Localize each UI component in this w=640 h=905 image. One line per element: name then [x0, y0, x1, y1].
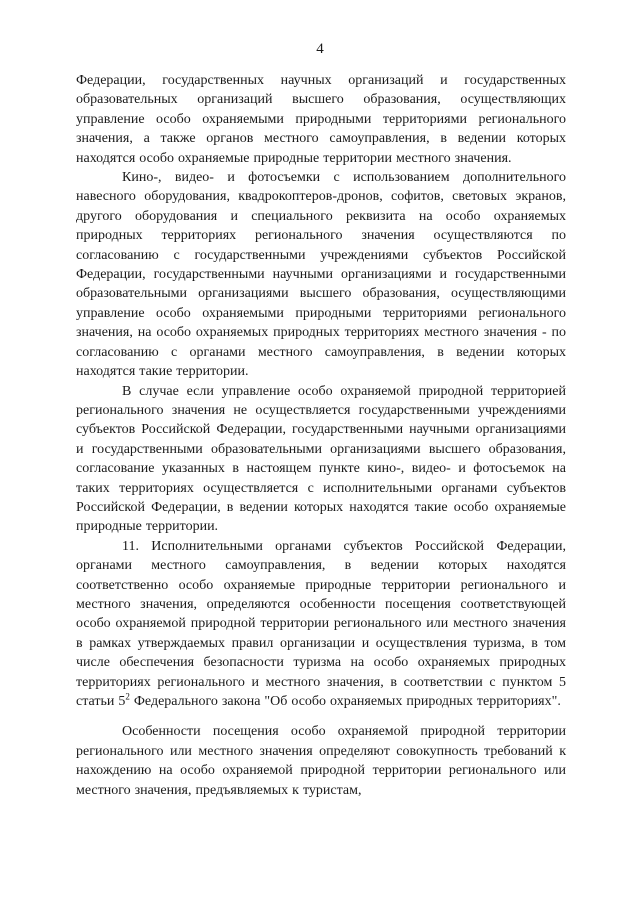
page-number: 4	[316, 41, 324, 57]
paragraph-alternative-approval: В случае если управление особо охраняемой природной территорией регионального значения не осуществляется государственными учреждениями субъектов Российской Федерации, государственными научными организациями и государственными образовательными организациями высшего образования, согласование указанных в настоящем пункте кино-, видео- и фотосъемок на таких территориях осуществляется с исполнительными органами субъектов Российской Федерации, в ведении которых находятся такие особо охраняемые природные территории.	[76, 383, 566, 535]
paragraph-continuation: Федерации, государственных научных организаций и государственных образовательных организаций высшего образования, осуществляющих управление особо охраняемыми природными территориями регионального значения, а также органов местного самоуправления, в ведении которых находятся особо охраняемые природные территории местного значения.	[76, 73, 566, 166]
paragraph-visit-features: Особенности посещения особо охраняемой природной территории регионального или местного значения определяют совокупность требований к нахождению на особо охраняемой природной территории регионального или местного значения, предъявляемых к туристам,	[76, 724, 566, 798]
item-11-law-reference: Федерального закона "Об особо охраняемых природных территориях".	[129, 694, 561, 709]
article-superscript: 2	[125, 691, 130, 702]
document-body	[76, 71, 566, 800]
paragraph-item-11	[76, 537, 566, 712]
paragraph-filming-approval: Кино-, видео- и фотосъемки с использованием дополнительного навесного оборудования, квадрокоптеров-дронов, софитов, световых экранов, другого оборудования и специального реквизита на особо охраняемых природных территориях регионального значения осуществляются по согласованию с государственными учреждениями субъектов Российской Федерации, государственными научными организациями и государственными образовательными организациями высшего образования, осуществляющими управление особо охраняемыми природными территориями регионального значения, на особо охраняемых природных территориях местного значения - по согласованию с органами местного самоуправления, в ведении которых находятся такие территории.	[76, 170, 566, 380]
item-11-text: 11. Исполнительными органами субъектов Российской Федерации, органами местного самоуправления, в ведении которых находятся соответственно особо охраняемые природные территории регионального и местного значения, определяются особенности посещения соответствующей особо охраняемой природной территории регионального или местного значения в рамках утверждаемых правил организации и осуществления туризма, в том числе обеспечения безопасности туризма на особо охраняемых природных территориях регионального и местного значения, в соответствии с пунктом 5 статьи 5	[76, 538, 566, 709]
